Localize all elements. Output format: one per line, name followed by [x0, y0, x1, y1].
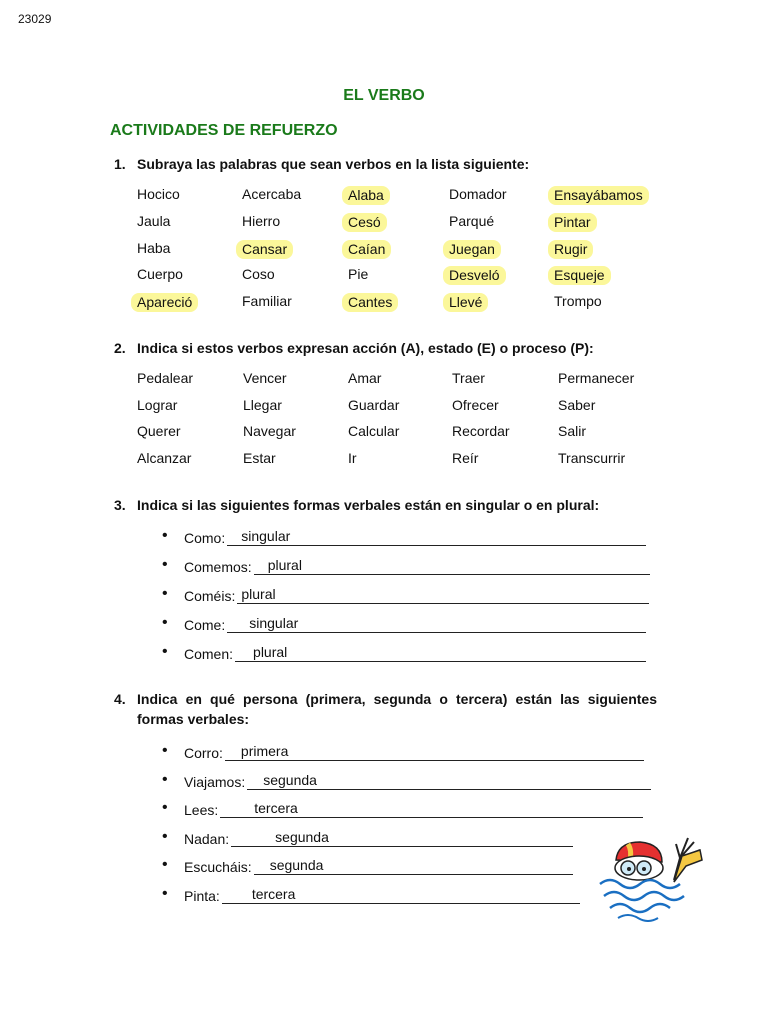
word-item: [449, 240, 501, 259]
word-item: Guardar: [348, 396, 400, 413]
answer-text[interactable]: tercera: [254, 800, 298, 816]
answer-text[interactable]: singular: [249, 615, 299, 631]
answer-text[interactable]: segunda: [275, 828, 329, 845]
answer-text[interactable]: plural: [253, 644, 288, 660]
word-label: Hierro: [242, 212, 281, 229]
word-item: Reír: [452, 450, 479, 467]
item-label: Come:: [184, 617, 226, 633]
bullet-icon: •: [162, 585, 168, 602]
word-item: [554, 186, 649, 205]
answer-line[interactable]: [254, 574, 650, 575]
answer-line[interactable]: [222, 903, 580, 904]
question-1-text: Subraya las palabras que sean verbos en la lista siguiente:: [137, 156, 530, 172]
word-item: [348, 266, 368, 282]
word-item: [449, 213, 494, 229]
question-2: [114, 340, 594, 356]
answer-line[interactable]: [231, 846, 573, 847]
bullet-icon: •: [162, 527, 168, 544]
answer-text[interactable]: primera: [240, 743, 289, 759]
word-item: Saber: [558, 396, 596, 413]
question-1-number: 1.: [114, 156, 126, 172]
word-item: Lograr: [137, 396, 178, 413]
answer-line[interactable]: [220, 817, 643, 818]
bullet-icon: •: [162, 884, 168, 902]
word-item: Querer: [137, 423, 181, 440]
word-item: [449, 266, 506, 285]
word-label: Parqué: [449, 212, 495, 229]
item-label: Escucháis:: [184, 859, 252, 875]
answer-line[interactable]: [237, 603, 649, 604]
word-label: Pie: [348, 266, 369, 283]
question-2-number: 2.: [114, 340, 126, 356]
item-label: Nadan:: [184, 830, 230, 847]
word-item: Ir: [348, 450, 357, 467]
answer-line[interactable]: [247, 789, 651, 790]
word-item: Ofrecer: [452, 396, 499, 413]
word-item: [554, 293, 602, 309]
word-label: Hocico: [137, 186, 180, 202]
highlighted-verb: Juegan: [443, 240, 501, 259]
highlighted-verb: Apareció: [131, 293, 198, 312]
word-label: Haba: [137, 239, 171, 256]
word-item: [348, 213, 387, 232]
word-item: [137, 293, 198, 312]
word-label: Acercaba: [242, 186, 302, 202]
word-item: Traer: [452, 370, 485, 386]
word-item: Llegar: [243, 396, 282, 413]
bullet-icon: •: [162, 614, 168, 631]
bullet-icon: •: [162, 827, 168, 845]
word-item: [242, 266, 275, 282]
word-item: [554, 240, 593, 259]
word-item: Alcanzar: [137, 450, 192, 467]
bullet-icon: •: [162, 856, 168, 873]
answer-text[interactable]: singular: [241, 528, 291, 544]
swimmer-clipart-icon: [596, 830, 712, 922]
word-label: Domador: [449, 186, 507, 202]
word-item: [242, 213, 280, 229]
item-label: Coméis:: [184, 588, 236, 604]
word-item: [348, 186, 390, 205]
bullet-icon: •: [162, 770, 168, 788]
word-item: Recordar: [452, 423, 510, 440]
word-item: Vencer: [243, 370, 287, 386]
word-item: Calcular: [348, 423, 400, 440]
word-label: Cuerpo: [137, 266, 183, 283]
question-3-text: Indica si las siguientes formas verbales están en singular o en plural:: [137, 497, 600, 513]
question-4: [114, 689, 657, 729]
word-item: [554, 266, 611, 285]
highlighted-verb: Desveló: [443, 266, 506, 285]
highlighted-verb: Llevé: [443, 293, 488, 312]
bullet-icon: •: [162, 643, 168, 660]
item-label: Corro:: [184, 745, 223, 761]
answer-text[interactable]: segunda: [263, 771, 317, 788]
word-item: [137, 240, 170, 256]
bullet-icon: •: [162, 556, 168, 573]
word-item: Amar: [348, 370, 382, 386]
item-label: Pinta:: [184, 887, 220, 904]
highlighted-verb: Pintar: [548, 213, 597, 232]
word-item: [242, 293, 292, 309]
word-item: Navegar: [243, 423, 296, 440]
item-label: Lees:: [184, 802, 219, 818]
highlighted-verb: Esqueje: [548, 266, 611, 285]
word-label: Trompo: [554, 293, 602, 310]
question-3: [114, 497, 599, 513]
item-label: Como:: [184, 530, 226, 546]
answer-line[interactable]: [225, 760, 644, 761]
question-1: [114, 156, 529, 172]
word-item: [137, 213, 170, 229]
answer-text[interactable]: segunda: [269, 857, 324, 873]
question-2-text: Indica si estos verbos expresan acción (A), estado (E) o proceso (P):: [137, 340, 594, 356]
word-item: Transcurrir: [558, 450, 626, 467]
answer-text[interactable]: plural: [267, 557, 302, 573]
word-item: [242, 240, 293, 259]
word-item: [137, 266, 183, 282]
word-label: Familiar: [242, 293, 292, 310]
answer-line[interactable]: [254, 874, 573, 875]
highlighted-verb: Ensayábamos: [548, 186, 649, 205]
word-item: [137, 186, 180, 202]
word-item: [242, 186, 301, 202]
highlighted-verb: Cesó: [342, 213, 387, 232]
word-item: Pedalear: [137, 370, 194, 386]
answer-line[interactable]: [227, 545, 646, 546]
word-label: Coso: [242, 266, 275, 283]
word-item: [449, 186, 507, 202]
answer-text[interactable]: plural: [241, 586, 276, 602]
highlighted-verb: Alaba: [342, 186, 390, 205]
highlighted-verb: Caían: [342, 240, 391, 259]
question-4-text: Indica en qué persona (primera, segunda o tercera) están las siguientes formas verbales:: [137, 691, 657, 727]
word-item: [554, 213, 597, 232]
bullet-icon: •: [162, 799, 168, 816]
answer-line[interactable]: [235, 661, 646, 662]
word-item: [348, 293, 398, 312]
word-item: [449, 293, 488, 312]
word-item: [348, 240, 391, 259]
word-item: Salir: [558, 423, 587, 440]
word-label: Jaula: [137, 212, 171, 229]
highlighted-verb: Cantes: [342, 293, 398, 312]
question-3-number: 3.: [114, 497, 126, 513]
page-subtitle: ACTIVIDADES DE REFUERZO: [110, 122, 338, 139]
answer-text[interactable]: tercera: [251, 885, 296, 902]
word-item: Permanecer: [558, 370, 635, 386]
item-label: Comemos:: [184, 559, 252, 575]
item-label: Viajamos:: [184, 773, 246, 790]
word-item: Estar: [243, 450, 276, 467]
item-label: Comen:: [184, 646, 234, 662]
answer-line[interactable]: [227, 632, 646, 633]
document-id: 23029: [18, 12, 52, 26]
page-title: EL VERBO: [343, 87, 425, 104]
question-4-number: 4.: [114, 691, 126, 707]
highlighted-verb: Rugir: [548, 240, 593, 259]
bullet-icon: •: [162, 742, 168, 759]
highlighted-verb: Cansar: [236, 240, 293, 259]
